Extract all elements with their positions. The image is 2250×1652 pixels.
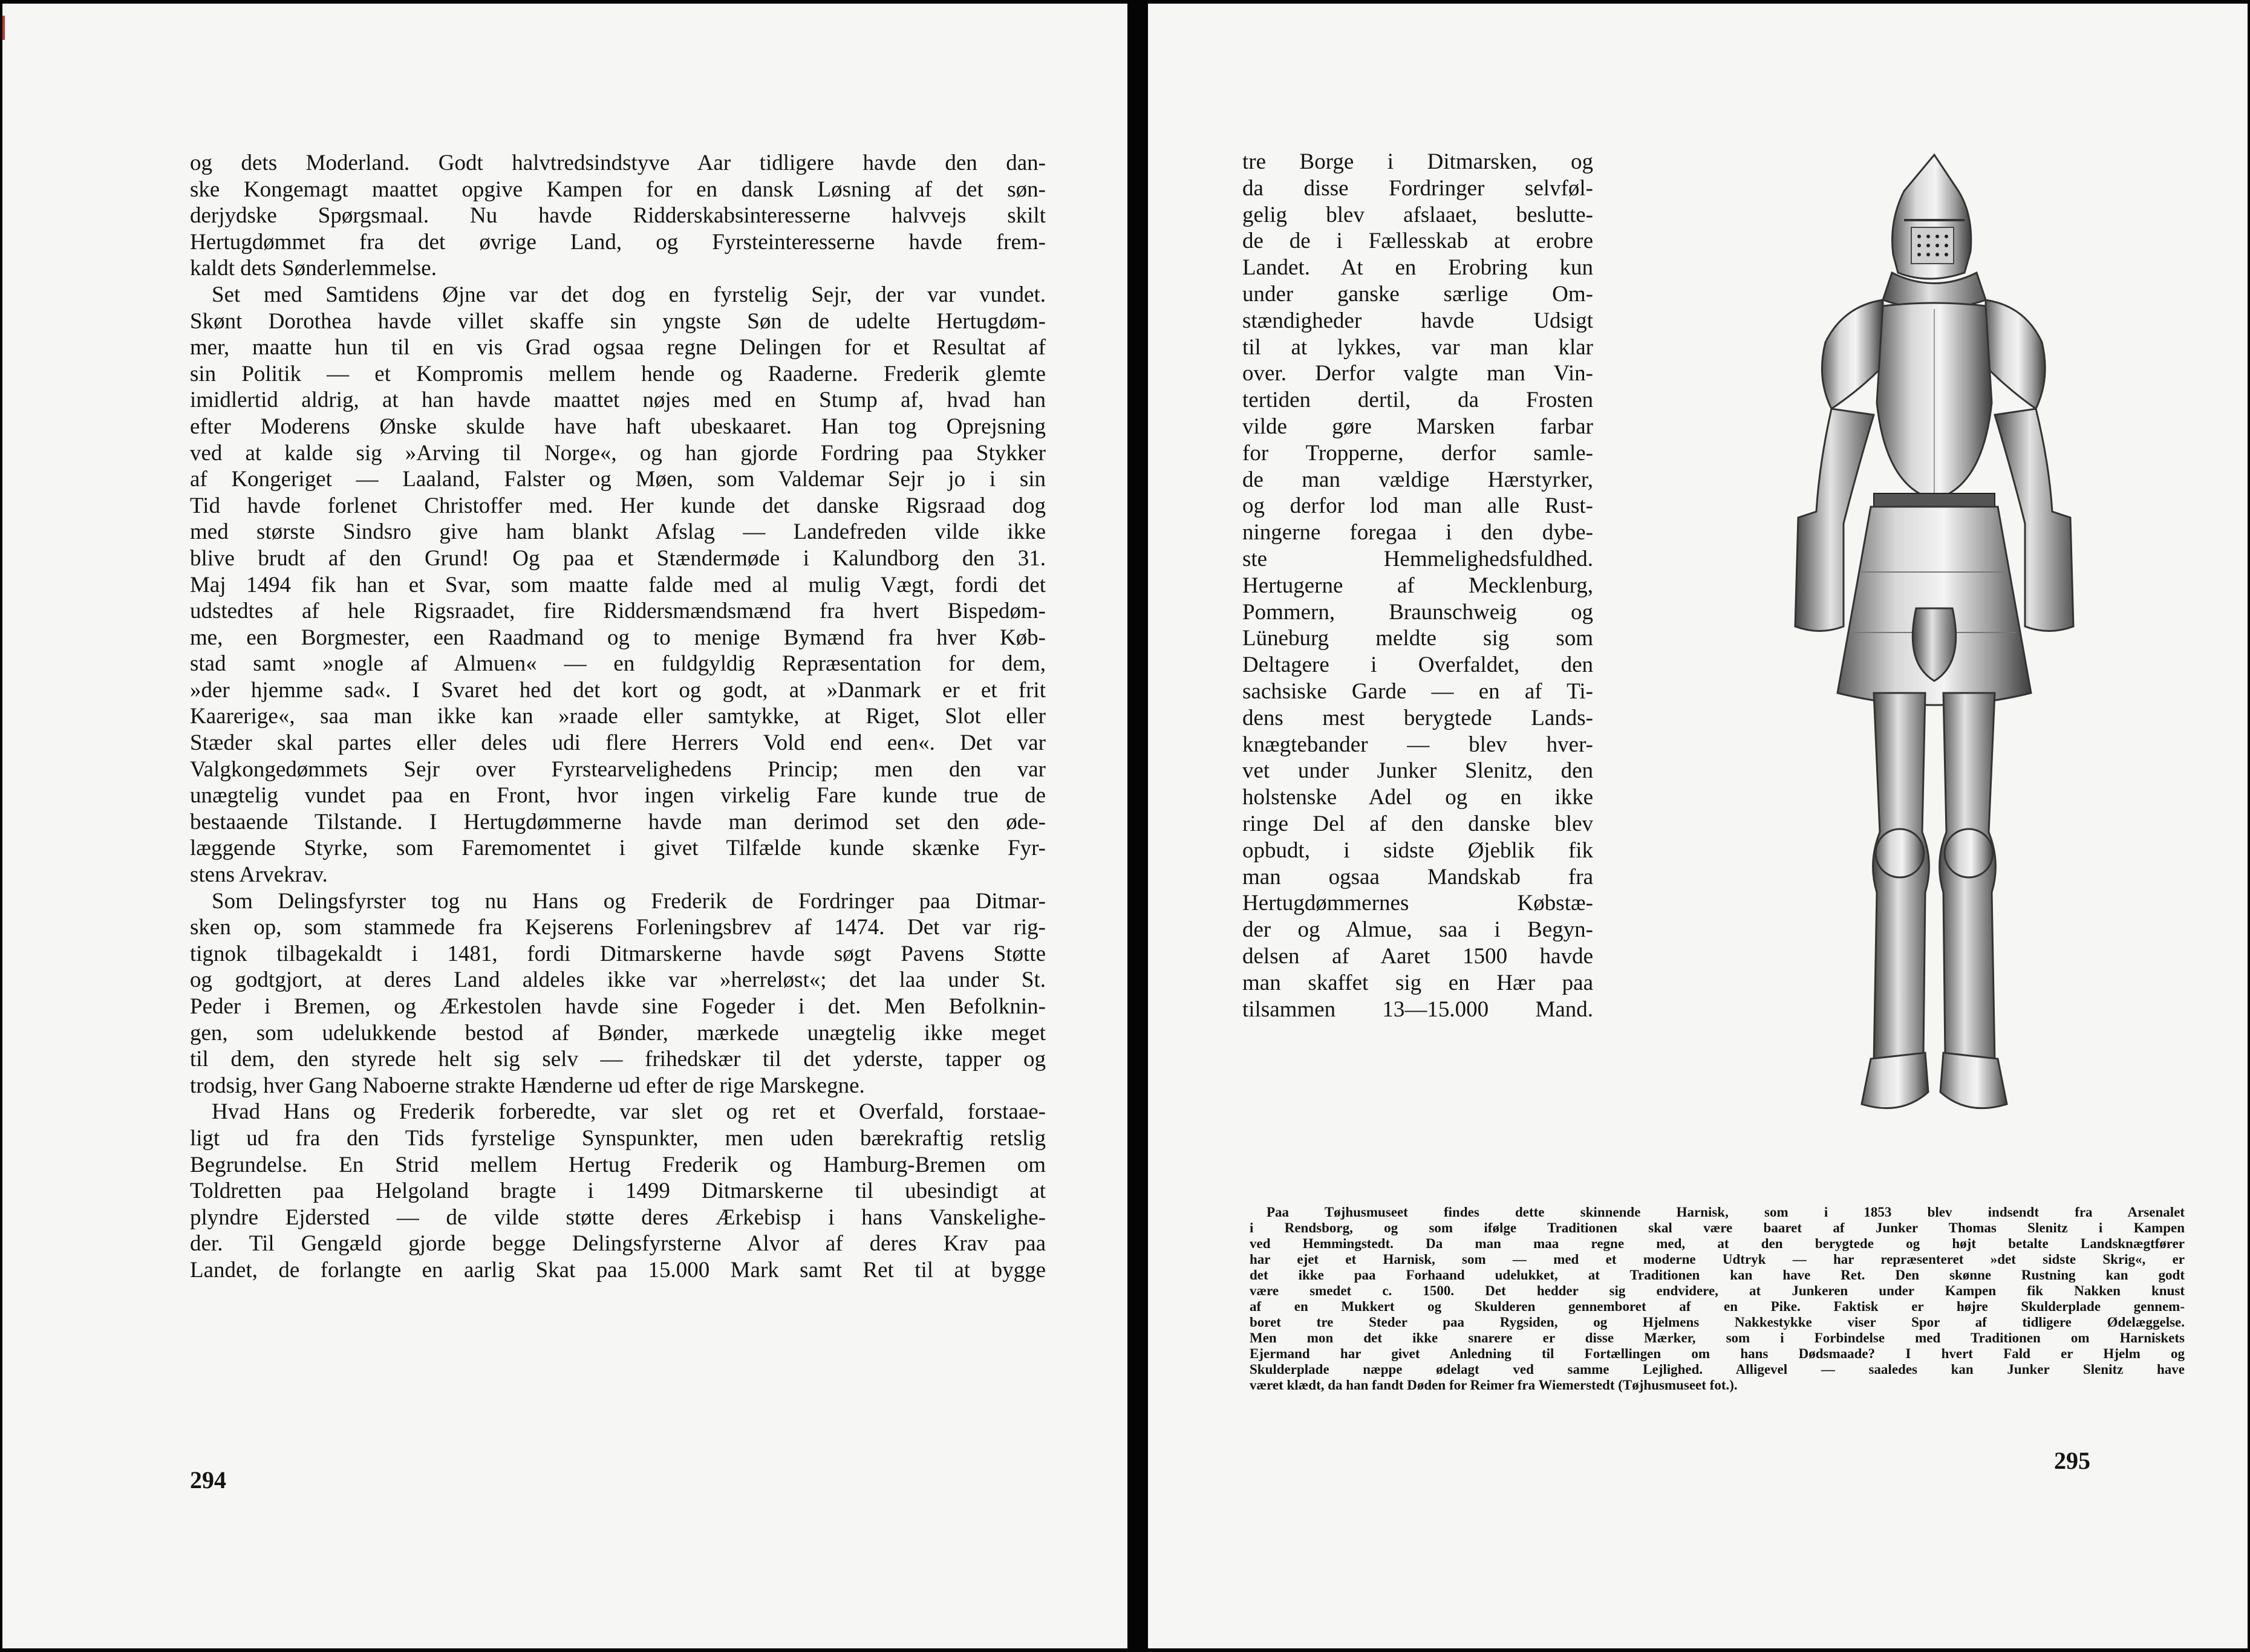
text-line: Som Delingsfyrster tog nu Hans og Frederik de Fordringer paa Ditmar- bbox=[212, 888, 1046, 914]
text-line: stad samt »nogle af Almuen« — en fuldgyldig Repræsentation for dem, bbox=[190, 651, 1046, 677]
caption-line: Ejermand har givet Anledning til Fortællingen om hans Dødsmaade? I hvert Fald er Hjelm og bbox=[1250, 1346, 2185, 1361]
text-line: Pommern, Braunschweig og bbox=[1242, 599, 1593, 625]
text-line: til dem, den styrede helt sig selv — frihedskær til det yderste, tapper og bbox=[190, 1047, 1046, 1072]
text-line: holstenske Adel og en ikke bbox=[1242, 785, 1593, 810]
text-line: Begrundelse. En Strid mellem Hertug Frederik og Hamburg-Bremen om bbox=[190, 1152, 1046, 1177]
text-line: sin Politik — et Kompromis mellem hende og Raaderne. Frederik glemte bbox=[190, 361, 1046, 386]
text-line: Deltagere i Overfaldet, den bbox=[1242, 652, 1593, 678]
text-line: og godtgjort, at deres Land aldeles ikke var »herreløst«; det laa under St. bbox=[190, 967, 1046, 993]
text-line: blive brudt af den Grund! Og paa et Stændermøde i Kalundborg den 31. bbox=[190, 545, 1046, 571]
text-line: bestaaende Tilstande. I Hertugdømmerne havde man derimod set den øde- bbox=[190, 809, 1046, 834]
figure-caption bbox=[1250, 1205, 2185, 1393]
page-number-left: 294 bbox=[190, 1466, 226, 1494]
caption-line: boret tre Steder paa Rygsiden, og Hjelmens Nakkestykke viser Spor af tidligere Ødelæggelse. bbox=[1250, 1315, 2185, 1330]
text-line: Hvad Hans og Frederik forberedte, var slet og ret et Overfald, forstaae- bbox=[212, 1099, 1046, 1125]
text-line: Peder i Bremen, og Ærkestolen havde sine Fogeder i det. Men Befolknin- bbox=[190, 994, 1046, 1019]
text-line: ste Hemmelighedsfuldhed. bbox=[1242, 546, 1593, 571]
text-line: gen, som udelukkende bestod af Bønder, mærkede unægtelig ikke meget bbox=[190, 1020, 1046, 1046]
caption-line: Skulderplade næppe ødelagt ved samme Lejlighed. Alligevel — saaledes kan Junker Slenitz have bbox=[1250, 1362, 2185, 1377]
left-body-text bbox=[190, 150, 1046, 1284]
text-line: derjydske Spørgsmaal. Nu havde Ridderskabsinteresserne halvvejs skilt bbox=[190, 203, 1046, 229]
text-line: Set med Samtidens Øjne var det dog en fyrstelig Sejr, der var vundet. bbox=[212, 282, 1046, 307]
text-line: ved at kalde sig »Arving til Norge«, og han gjorde Fordring paa Stykker bbox=[190, 440, 1046, 466]
text-line: Hertugerne af Mecklenburg, bbox=[1242, 573, 1593, 598]
text-line: med største Sindsro give ham blankt Afslag — Landefreden vilde ikke bbox=[190, 519, 1046, 545]
paragraph bbox=[190, 282, 1046, 888]
text-line: stændigheder havde Udsigt bbox=[1242, 308, 1593, 333]
text-line: me, een Borgmester, een Raadmand og to menige Bymænd fra hver Køb- bbox=[190, 625, 1046, 650]
text-line: da disse Fordringer selvføl- bbox=[1242, 175, 1593, 201]
caption-line: det ikke paa Forhaand udelukket, at Traditionen kan have Ret. Den skønne Rustning kan godt bbox=[1250, 1267, 2185, 1283]
text-line: der og Almue, saa i Begyn- bbox=[1242, 917, 1593, 943]
text-line: efter Moderens Ønske skulde have haft ubeskaaret. Han tog Oprejsning bbox=[190, 414, 1046, 439]
page-number-right: 295 bbox=[2054, 1447, 2090, 1474]
text-line: sken op, som stammede fra Kejserens Forleningsbrev af 1474. Det var rig- bbox=[190, 915, 1046, 940]
text-line: mer, maatte hun til en vis Grad ogsaa regne Delingen for et Resultat af bbox=[190, 335, 1046, 360]
caption-line: ved Hemmingstedt. Da man maa regne med, at den berygtede og højt betalte Landsknægtfører bbox=[1250, 1236, 2185, 1251]
text-line: knægtebander — blev hver- bbox=[1242, 732, 1593, 757]
text-line: til at lykkes, var man klar bbox=[1242, 334, 1593, 360]
paragraph bbox=[190, 150, 1046, 282]
right-body-text bbox=[1242, 149, 1593, 1023]
text-line: de man vældige Hærstyrker, bbox=[1242, 467, 1593, 492]
text-line: imidlertid aldrig, at han havde maattet nøjes med en Stump af, hvad han bbox=[190, 388, 1046, 413]
text-line: læggende Styrke, som Faremomentet i givet Tilfælde kunde skænke Fyr- bbox=[190, 836, 1046, 861]
text-line: og dets Moderland. Godt halvtredsindstyve Aar tidligere havde den dan- bbox=[190, 151, 1046, 175]
text-line: ringe Del af den danske blev bbox=[1242, 811, 1593, 836]
text-line: Kaarerige«, saa man ikke kan »raade eller samtykke, at Riget, Slot eller bbox=[190, 704, 1046, 729]
text-line: Lüneburg meldte sig som bbox=[1242, 626, 1593, 651]
text-line: vet under Junker Slenitz, den bbox=[1242, 758, 1593, 784]
text-line: man skaffet sig en Hær paa bbox=[1242, 970, 1593, 995]
paragraph bbox=[190, 888, 1046, 1099]
right-page bbox=[1148, 4, 2248, 1648]
text-line: kaldt dets Sønderlemmelse. bbox=[190, 256, 437, 281]
text-line: man ogsaa Mandskab fra bbox=[1242, 864, 1593, 889]
text-line: de de i Fællesskab at erobre bbox=[1242, 229, 1593, 254]
text-line: vilde gøre Marsken farbar bbox=[1242, 414, 1593, 439]
text-line: tre Borge i Ditmarsken, og bbox=[1242, 149, 1593, 174]
text-line: Landet, de forlangte en aarlig Skat paa 15.000 Mark samt Ret til at bygge bbox=[190, 1257, 1046, 1283]
text-line: »der hjemme sad«. I Svaret hed det kort og godt, at »Danmark er et frit bbox=[190, 677, 1046, 703]
text-line: stens Arvekrav. bbox=[190, 862, 328, 888]
text-line: Hertugdømmernes Købstæ- bbox=[1242, 891, 1593, 916]
text-line: Tid havde forlenet Christoffer med. Her kunde det danske Rigsraad dog bbox=[190, 493, 1046, 518]
text-line: sachsiske Garde — en af Ti- bbox=[1242, 678, 1593, 704]
armor-suit-icon bbox=[1753, 149, 2104, 1128]
caption-line: har ejet et Harnisk, som — med et moderne Udtryk — har repræsenteret »det sidste Skrig«, er bbox=[1250, 1252, 2185, 1267]
caption-line: i Rendsborg, og som ifølge Traditionen skal være baaret af Junker Thomas Slenitz i Kampen bbox=[1250, 1220, 2185, 1235]
text-line: Maj 1494 fik han et Svar, som maatte falde med al mulig Vægt, fordi det bbox=[190, 572, 1046, 597]
text-line: tilsammen 13—15.000 Mand. bbox=[1242, 997, 1593, 1022]
text-line: trodsig, hver Gang Naboerne strakte Hænderne ud efter de rige Marskegne. bbox=[190, 1073, 865, 1098]
binding-mark bbox=[2, 16, 5, 40]
text-line: gelig blev afslaaet, beslutte- bbox=[1242, 202, 1593, 227]
text-line: tignok tilbagekaldt i 1481, fordi Ditmarskerne havde søgt Pavens Støtte bbox=[190, 941, 1046, 966]
text-line: for Tropperne, derfor samle- bbox=[1242, 440, 1593, 466]
text-line: dens mest berygtede Lands- bbox=[1242, 705, 1593, 730]
text-line: Valgkongedømmets Sejr over Fyrstearvelighedens Princip; men den var bbox=[190, 756, 1046, 782]
text-line: ligt ud fra den Tids fyrstelige Synspunkter, men uden bærekraftig retslig bbox=[190, 1125, 1046, 1151]
text-line: delsen af Aaret 1500 havde bbox=[1242, 943, 1593, 969]
text-line: Skønt Dorothea havde villet skaffe sin yngste Søn de udelte Hertugdøm- bbox=[190, 308, 1046, 334]
left-page bbox=[2, 4, 1127, 1648]
text-line: Landet. At en Erobring kun bbox=[1242, 255, 1593, 281]
text-line: Toldretten paa Helgoland bragte i 1499 Ditmarskerne til ubesindigt at bbox=[190, 1179, 1046, 1204]
text-line: af Kongeriget — Laaland, Falster og Møen, som Valdemar Sejr jo i sin bbox=[190, 467, 1046, 492]
text-line: over. Derfor valgte man Vin- bbox=[1242, 361, 1593, 386]
text-line: ningerne foregaa i den dybe- bbox=[1242, 520, 1593, 545]
text-line: udstedtes af hele Rigsraadet, fire Riddersmændsmænd fra hvert Bispedøm- bbox=[190, 599, 1046, 624]
caption-line: været klædt, da han fandt Døden for Reimer fra Wiemerstedt (Tøjhusmuseet fot.). bbox=[1250, 1377, 1738, 1393]
caption-line: Men mon det ikke snarere er disse Mærker, som i Forbindelse med Traditionen om Harniskets bbox=[1250, 1330, 2185, 1345]
text-line: under ganske særlige Om- bbox=[1242, 281, 1593, 307]
caption-line: Paa Tøjhusmuseet findes dette skinnende Harnisk, som i 1853 blev indsendt fra Arsenalet bbox=[1267, 1205, 2185, 1220]
text-line: ske Kongemagt maattet opgive Kampen for en dansk Løsning af det søn- bbox=[190, 177, 1046, 202]
caption-line: af en Mukkert og Skulderen gennemboret af en Pike. Faktisk er højre Skulderplade gennem- bbox=[1250, 1299, 2185, 1314]
caption-line: være smedet c. 1500. Det hedder sig endvidere, at Junkeren under Kampen fik Nakken knust bbox=[1250, 1283, 2185, 1298]
text-line: Hertugdømmet fra det øvrige Land, og Fyrsteinteresserne havde frem- bbox=[190, 229, 1046, 255]
text-line: plyndre Ejdersted — de vilde støtte deres Ærkebisp i hans Vanskelighe- bbox=[190, 1205, 1046, 1230]
text-line: tertiden dertil, da Frosten bbox=[1242, 388, 1593, 413]
text-line: der. Til Gengæld gjorde begge Delingsfyrsterne Alvor af deres Krav paa bbox=[190, 1231, 1046, 1257]
text-line: opbudt, i sidste Øjeblik fik bbox=[1242, 837, 1593, 863]
text-line: unægtelig vundet paa en Front, hvor ingen virkelig Fare kunde true de bbox=[190, 783, 1046, 808]
paragraph bbox=[190, 1099, 1046, 1283]
text-line: Stæder skal partes eller deles udi flere Herrers Vold end een«. Det var bbox=[190, 730, 1046, 756]
text-line: og derfor lod man alle Rust- bbox=[1242, 493, 1593, 519]
